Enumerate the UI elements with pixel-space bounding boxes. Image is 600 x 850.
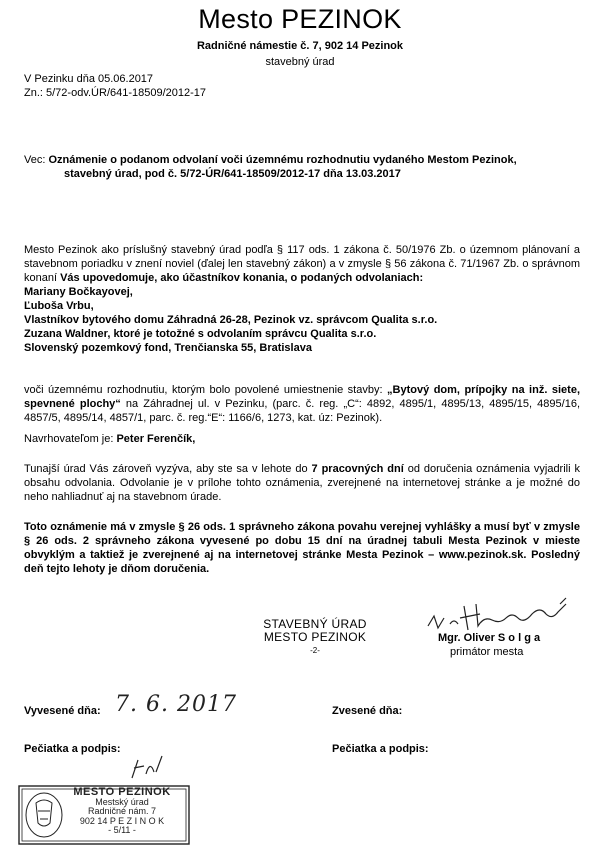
addressee-item: Slovenský pozemkový fond, Trenčianska 55, Bratislava xyxy=(24,342,312,354)
decision-text-b: na Záhradnej ul. v Pezinku, (parc. č. reg. „C“: 4892, 4895/1, 4895/13, 4895/15, 4895/16, 4857/5, 4895/14, 4857/1, parc. č. reg.“E“: 1166/6, 1273, kat. úz: Pezinok). xyxy=(24,398,580,424)
subject-line-2: stavebný úrad, pod č. 5/72-ÚR/641-18509/2012-17 dňa 13.03.2017 xyxy=(64,168,401,180)
city-address: Radničné námestie č. 7, 902 14 Pezinok xyxy=(196,40,404,52)
decision-text-a: voči územnému rozhodnutiu, ktorým bolo povolené umiestnenie stavby: xyxy=(24,384,388,396)
signer-role: primátor mesta xyxy=(450,646,524,658)
signer-block xyxy=(438,631,540,659)
posted-date-handwritten: 7. 6. 2017 xyxy=(115,692,237,717)
paragraph-decision xyxy=(24,383,580,425)
city-title: Mesto PEZINOK xyxy=(198,4,402,34)
applicant-name: Peter Ferenčík, xyxy=(116,433,196,445)
official-stamp-line-2: Mestský úrad xyxy=(95,796,149,807)
office-name: stavebný úrad xyxy=(265,56,335,68)
subject-line-1: Oznámenie o podanom odvolaní voči územnému rozhodnutiu vydaného Mestom Pezinok, xyxy=(48,154,517,166)
subject-block xyxy=(24,153,580,181)
request-text-a: Tunajší úrad Vás zároveň vyzýva, aby ste sa v lehote do xyxy=(24,463,312,475)
date-ref-block xyxy=(24,72,206,100)
request-text-b: od doručenia oznámenia vyjadrili k obsahu odvolania. Odvolanie je v prílohe tohto oznámenia, zverejnené na internetovej stránke a je možné do neho nahliadnuť aj na stavebnom úrade. xyxy=(24,463,580,503)
paragraph-public-notice: Toto oznámenie má v zmysle § 26 ods. 1 správneho zákona povahu verejnej vyhlášky a musí byť v zmysle § 26 ods. 2 správneho zákona vyvesené po dobu 15 dní na úradnej tabuli Mesta Pezinok v mieste obvyklým a taktiež je zverejnené aj na internetovej stránke Mesta Pezinok – www.pezinok.sk. Posledný deň tejto lehoty je dňom doručenia. xyxy=(24,521,580,575)
initials-signature-icon xyxy=(128,752,168,782)
deadline-days: 7 pracovných dní xyxy=(311,463,404,475)
office-stamp-line-1: STAVEBNÝ ÚRAD xyxy=(263,617,367,631)
stamp-signature-label-right: Pečiatka a podpis: xyxy=(332,743,429,755)
signer-name: Mgr. Oliver S o l g a xyxy=(438,632,541,644)
addressee-item: Zuzana Waldner, ktoré je totožné s odvolaním správcu Qualita s.r.o. xyxy=(24,328,377,340)
official-stamp-line-3: Radničné nám. 7 xyxy=(87,806,157,816)
office-stamp-line-3: -2- xyxy=(310,646,320,655)
paragraph-applicant xyxy=(24,432,580,446)
office-stamp-line-2: MESTO PEZINOK xyxy=(263,630,367,644)
official-stamp-line-1: MESTO PEZINOK xyxy=(73,786,171,798)
official-stamp-text xyxy=(66,788,178,836)
reference-number: Zn.: 5/72-odv.ÚR/641-18509/2012-17 xyxy=(24,87,207,99)
addressee-item: Ľuboša Vrbu, xyxy=(24,300,94,312)
removed-date-label: Zvesené dňa: xyxy=(332,705,403,717)
building-name: „Bytový dom, prípojky na inž. siete, spevnené plochy“ xyxy=(24,384,581,410)
addressee-item: Mariany Bočkayovej, xyxy=(24,286,133,298)
office-stamp xyxy=(240,618,390,657)
addressee-item: Vlastníkov bytového domu Záhradná 26-28, Pezinok vz. správcom Qualita s.r.o. xyxy=(24,314,438,326)
date-line: V Pezinku dňa 05.06.2017 xyxy=(24,73,154,85)
stamp-signature-label-left: Pečiatka a podpis: xyxy=(24,743,121,755)
paragraph-request xyxy=(24,462,580,504)
posted-date-label: Vyvesené dňa: xyxy=(24,705,101,717)
applicant-label: Navrhovateľom je: xyxy=(24,433,117,445)
intro-text: Mesto Pezinok ako príslušný stavebný úrad podľa § 117 ods. 1 zákona č. 50/1976 Zb. o územnom plánovaní a stavebnom poriadku v znení noviel (ďalej len stavebný zákon) a v zmysle § 56 zákona č. 71/1967 Zb. o správnom konaní xyxy=(24,244,580,284)
subject-label: Vec: xyxy=(24,154,46,166)
official-stamp-line-4: 902 14 P E Z I N O K xyxy=(79,815,165,826)
official-stamp-line-5: - 5/11 - xyxy=(108,825,136,835)
intro-bold-text: Vás upovedomuje, ako účastníkov konania, o podaných odvolaniach: xyxy=(60,272,424,284)
paragraph-intro xyxy=(24,243,580,355)
